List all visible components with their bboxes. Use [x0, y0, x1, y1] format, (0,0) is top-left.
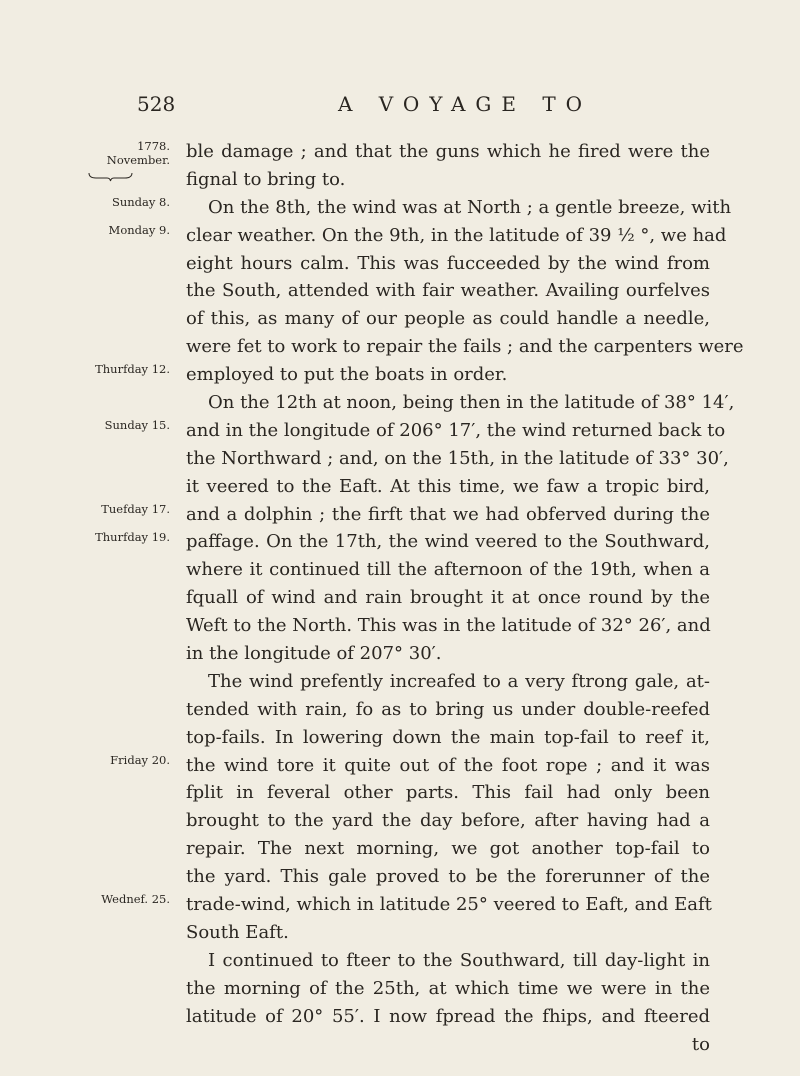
- text-line: brought to the yard the day before, after having had a: [186, 810, 710, 832]
- text-line: On the 12th at noon, being then in the latitude of 38° 14′,: [208, 392, 735, 414]
- margin-note: Thurfday 12.: [95, 362, 170, 377]
- text-line: latitude of 20° 55′. I now fpread the fhips, and fteered: [186, 1005, 710, 1027]
- text-line: the Northward ; and, on the 15th, in the latitude of 33° 30′,: [186, 447, 729, 469]
- body-text: [186, 138, 744, 1058]
- text-line: ble damage ; and that the guns which he fired were the: [186, 141, 710, 162]
- text-line: of this, as many of our people as could handle a needle,: [186, 308, 710, 330]
- text-line: the South, attended with fair weather. Availing ourfelves: [186, 280, 710, 302]
- margin-note: Monday 9.: [108, 222, 170, 237]
- text-line: the morning of the 25th, at which time we were in the: [186, 977, 710, 999]
- text-line: and in the longitude of 206° 17′, the wind returned back to: [186, 419, 726, 441]
- text-line: The wind prefently increafed to a very ftrong gale, at-: [208, 670, 710, 692]
- margin-note: Friday 20.: [110, 752, 170, 767]
- text-line: tended with rain, fo as to bring us under double-reefed: [186, 698, 710, 720]
- running-head: A VOYAGE TO: [338, 92, 593, 116]
- text-line: in the longitude of 207° 30′.: [186, 643, 442, 665]
- text-line: fplit in feveral other parts. This fail had only been: [186, 782, 710, 804]
- margin-note: Thurfday 19.: [95, 529, 170, 544]
- text-line: paffage. On the 17th, the wind veered to the Southward,: [186, 531, 710, 553]
- brace-mark: [88, 172, 133, 182]
- text-line: where it continued till the afternoon of the 19th, when a: [186, 559, 710, 581]
- text-line: Weft to the North. This was in the latitude of 32° 26′, and: [186, 615, 711, 637]
- text-line: the yard. This gale proved to be the forerunner of the: [186, 866, 710, 888]
- text-line: were fet to work to repair the fails ; and the carpenters were: [186, 336, 744, 358]
- text-line: fquall of wind and rain brought it at once round by the: [186, 587, 710, 609]
- text-line: eight hours calm. This was fucceeded by the wind from: [186, 252, 710, 274]
- text-line: clear weather. On the 9th, in the latitude of 39 ½ °, we had: [186, 224, 727, 246]
- page-number: 528: [137, 92, 176, 116]
- margin-note: Wednef. 25.: [101, 892, 170, 907]
- text-line: and a dolphin ; the firft that we had obferved during the: [186, 503, 710, 525]
- text-line: the wind tore it quite out of the foot rope ; and it was: [186, 754, 710, 776]
- text-line: fignal to bring to.: [186, 168, 346, 190]
- margin-note: Tuefday 17.: [101, 501, 170, 516]
- margin-note: Sunday 8.: [111, 194, 170, 209]
- margin-note: November.: [106, 152, 170, 167]
- margin-note: Sunday 15.: [104, 418, 170, 432]
- text-line: On the 8th, the wind was at North ; a gentle breeze, with: [208, 196, 732, 218]
- text-line: I continued to fteer to the Southward, till day-light in: [208, 949, 710, 971]
- page-header: [0, 92, 800, 122]
- text-line: employed to put the boats in order.: [186, 364, 508, 386]
- text-line: repair. The next morning, we got another top-fail to: [186, 838, 710, 860]
- text-line: South Eaft.: [186, 921, 289, 943]
- text-line: trade-wind, which in latitude 25° veered to Eaft, and Eaft: [186, 894, 712, 916]
- text-line: to: [691, 1033, 710, 1055]
- margin-note: 1778.: [137, 139, 170, 153]
- text-line: top-fails. In lowering down the main top-fail to reef it,: [186, 726, 710, 748]
- text-line: it veered to the Eaft. At this time, we faw a tropic bird,: [186, 475, 710, 497]
